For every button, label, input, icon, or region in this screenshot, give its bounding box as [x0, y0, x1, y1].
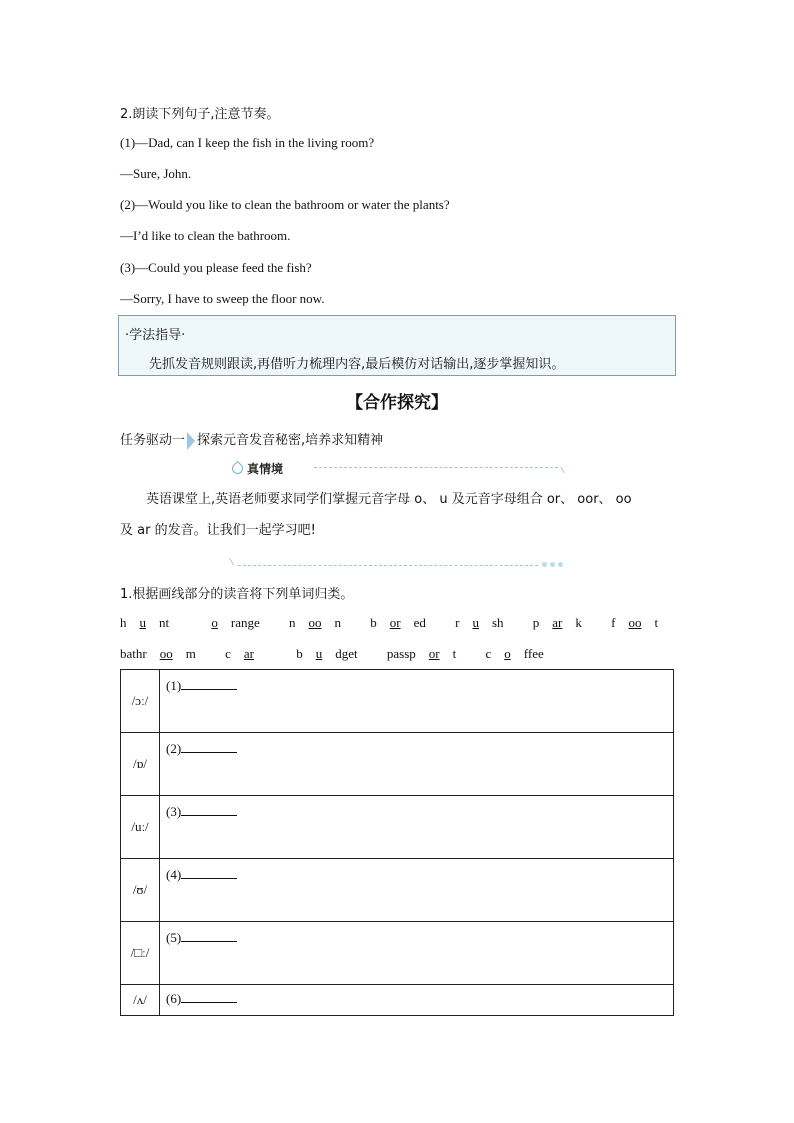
word-list-2: [120, 646, 570, 662]
answer-label: (3): [166, 804, 182, 819]
answer-blank[interactable]: [181, 741, 237, 753]
word-item: bathr oo m: [120, 646, 196, 661]
table-row: [121, 733, 674, 796]
answer-cell[interactable]: [160, 733, 674, 796]
reading-title: 2.朗读下列句子,注意节奏。: [120, 107, 280, 122]
phonetic-cell: /ʊ/: [121, 859, 160, 922]
dialogue-line: (3)—Could you please feed the fish?: [120, 260, 312, 275]
word-item: h u nt: [120, 615, 170, 630]
section-title: 【合作探究】: [346, 393, 448, 413]
divider-bottom-start: [229, 558, 240, 565]
phonetic-cell: /□ː/: [121, 922, 160, 985]
pen-icon: [230, 461, 246, 477]
dialogue-line: —I’d like to clean the bathroom.: [120, 228, 291, 243]
divider-dot: [558, 562, 563, 567]
word-item: n oo n: [289, 615, 341, 630]
exercise-title: 1.根据画线部分的读音将下列单词归类。: [120, 587, 354, 602]
word-item: o range: [211, 615, 260, 630]
task-label: 任务驱动一: [120, 433, 186, 448]
answer-cell[interactable]: [160, 670, 674, 733]
phonetic-cell: /uː/: [121, 796, 160, 859]
classification-table: [120, 669, 674, 1016]
answer-blank[interactable]: [181, 930, 237, 942]
answer-label: (4): [166, 867, 182, 882]
answer-cell[interactable]: [160, 796, 674, 859]
word-item: c o ffee: [485, 646, 544, 661]
dialogue-line: —Sorry, I have to sweep the floor now.: [120, 291, 325, 306]
word-item: p ar k: [532, 615, 582, 630]
real-scene-text: 真情境: [247, 462, 284, 476]
scene-line-2: 及 ar 的发音。让我们一起学习吧!: [120, 523, 316, 538]
word-item: f oo t: [611, 615, 659, 630]
divider-dot: [550, 562, 555, 567]
phonetic-cell: /ɒ/: [121, 733, 160, 796]
table-row: [121, 859, 674, 922]
answer-cell[interactable]: [160, 859, 674, 922]
word-list-1: [120, 615, 684, 631]
table-row: [121, 670, 674, 733]
divider-bottom: [238, 565, 538, 566]
scene-line-1: 英语课堂上,英语老师要求同学们掌握元音字母 o、 u 及元音字母组合 or、 oor、 oo: [146, 492, 632, 507]
dialogue-line: (2)—Would you like to clean the bathroom or water the plants?: [120, 197, 450, 212]
answer-blank[interactable]: [181, 867, 237, 879]
word-item: c ar: [225, 646, 254, 661]
answer-label: (1): [166, 678, 182, 693]
answer-blank[interactable]: [181, 678, 237, 690]
answer-blank[interactable]: [181, 804, 237, 816]
word-item: r u sh: [455, 615, 504, 630]
phonetic-cell: /ɔː/: [121, 670, 160, 733]
study-guide-text: 先抓发音规则跟读,再借听力梳理内容,最后模仿对话输出,逐步掌握知识。: [149, 357, 565, 372]
answer-label: (2): [166, 741, 182, 756]
divider-top-end: [554, 467, 564, 473]
study-guide-title: ·学法指导·: [125, 328, 186, 343]
word-item: b or ed: [370, 615, 426, 630]
task-heading: [120, 429, 383, 450]
dialogue-line: —Sure, John.: [120, 166, 192, 181]
answer-cell[interactable]: [160, 922, 674, 985]
table-row: [121, 796, 674, 859]
study-guide-box: [118, 315, 676, 376]
answer-cell[interactable]: [160, 985, 674, 1016]
divider-dot: [542, 562, 547, 567]
task-goal: 探索元音发音秘密,培养求知精神: [197, 433, 384, 448]
divider-top: [314, 467, 558, 468]
word-item: b u dget: [296, 646, 358, 661]
answer-label: (6): [166, 991, 182, 1006]
word-item: passp or t: [386, 646, 457, 661]
answer-label: (5): [166, 930, 182, 945]
real-scene-label: [232, 460, 283, 477]
table-row: [121, 922, 674, 985]
answer-blank[interactable]: [181, 991, 237, 1003]
table-row: [121, 985, 674, 1016]
dialogue-line: (1)—Dad, can I keep the fish in the living room?: [120, 135, 375, 150]
arrow-icon: [187, 432, 195, 450]
phonetic-cell: /ʌ/: [121, 985, 160, 1016]
